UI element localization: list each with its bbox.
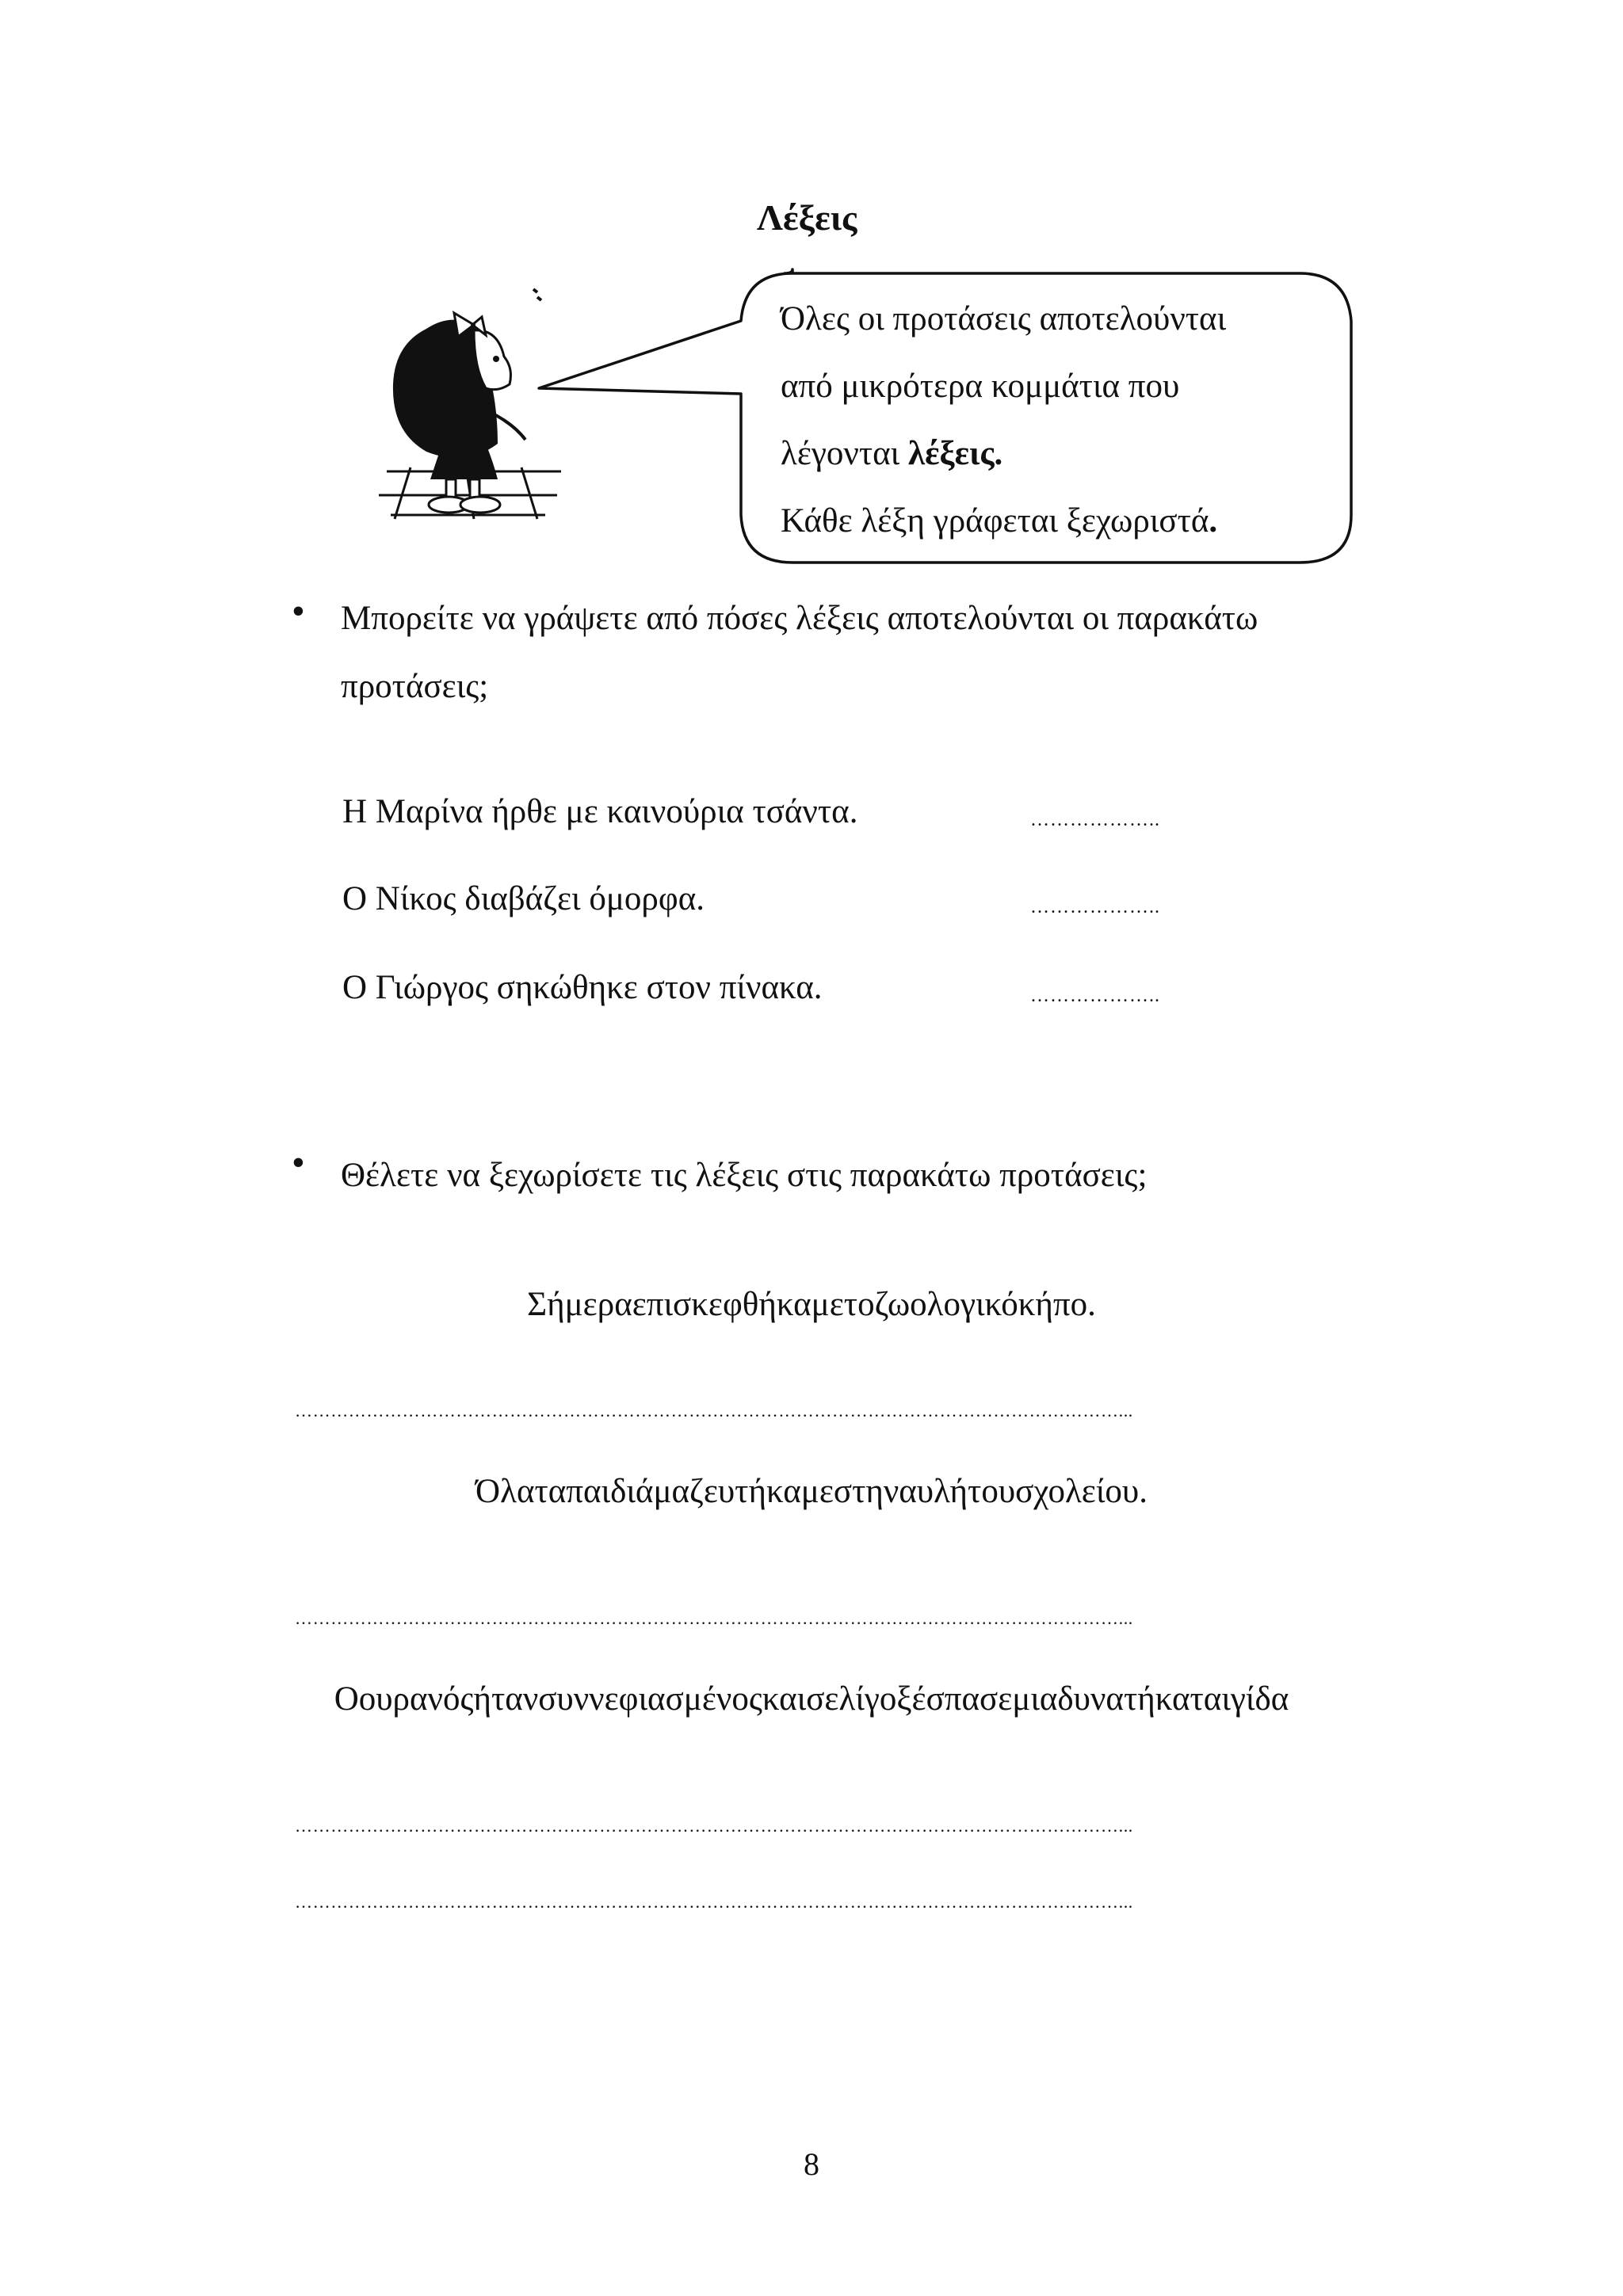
- bubble-line-4: Κάθε λέξη γράφεται ξεχωριστά.: [781, 502, 1218, 540]
- bullet-icon: •: [292, 590, 305, 632]
- bubble-line-2: από μικρότερα κομμάτια που: [781, 368, 1180, 405]
- answer-line-4[interactable]: …………………………………………………………………………………………………………………………...: [295, 1892, 1133, 1912]
- joined-sentence-2: Όλαταπαιδιάμαζευτήκαμεστηναυλήτουσχολείου.: [475, 1473, 1148, 1510]
- answer-blank-1[interactable]: ………………..: [1030, 810, 1160, 830]
- sentence-2: Ο Νίκος διαβάζει όμορφα.: [342, 880, 705, 917]
- answer-line-1[interactable]: …………………………………………………………………………………………………………………………...: [295, 1401, 1133, 1421]
- bubble-line-3: λέγονται λέξεις.: [781, 435, 1003, 472]
- bubble-text: [781, 285, 1327, 555]
- bullet-icon: •: [292, 1142, 305, 1184]
- sentence-1: Η Μαρίνα ήρθε με καινούρια τσάντα.: [342, 793, 858, 830]
- bubble-line-1: Όλες οι προτάσεις αποτελούνται: [781, 300, 1227, 338]
- answer-line-3[interactable]: …………………………………………………………………………………………………………………………...: [295, 1816, 1133, 1836]
- sentence-3: Ο Γιώργος σηκώθηκε στον πίνακα.: [342, 969, 823, 1006]
- bold-word: λέξεις.: [907, 435, 1003, 472]
- page-title: Λέξεις: [757, 197, 857, 238]
- exercise-1-question: Μπορείτε να γράψετε από πόσες λέξεις αποτελούνται οι παρακάτω προτάσεις;: [341, 600, 1258, 705]
- answer-blank-2[interactable]: ………………..: [1030, 897, 1160, 917]
- joined-sentence-3: Οουρανόςήτανσυννεφιασμένοςκαισελίγοξέσπασεμιαδυνατήκαταιγίδα: [334, 1680, 1289, 1718]
- answer-blank-3[interactable]: ………………..: [1030, 986, 1160, 1006]
- page-number: 8: [804, 2146, 819, 2182]
- answer-line-2[interactable]: …………………………………………………………………………………………………………………………...: [295, 1608, 1133, 1628]
- exercise-2-question: Θέλετε να ξεχωρίσετε τις λέξεις στις παρακάτω προτάσεις;: [341, 1157, 1148, 1194]
- joined-sentence-1: Σήμεραεπισκεφθήκαμετοζωολογικόκήπο.: [527, 1286, 1096, 1323]
- cartoon-girl-icon: [379, 281, 569, 527]
